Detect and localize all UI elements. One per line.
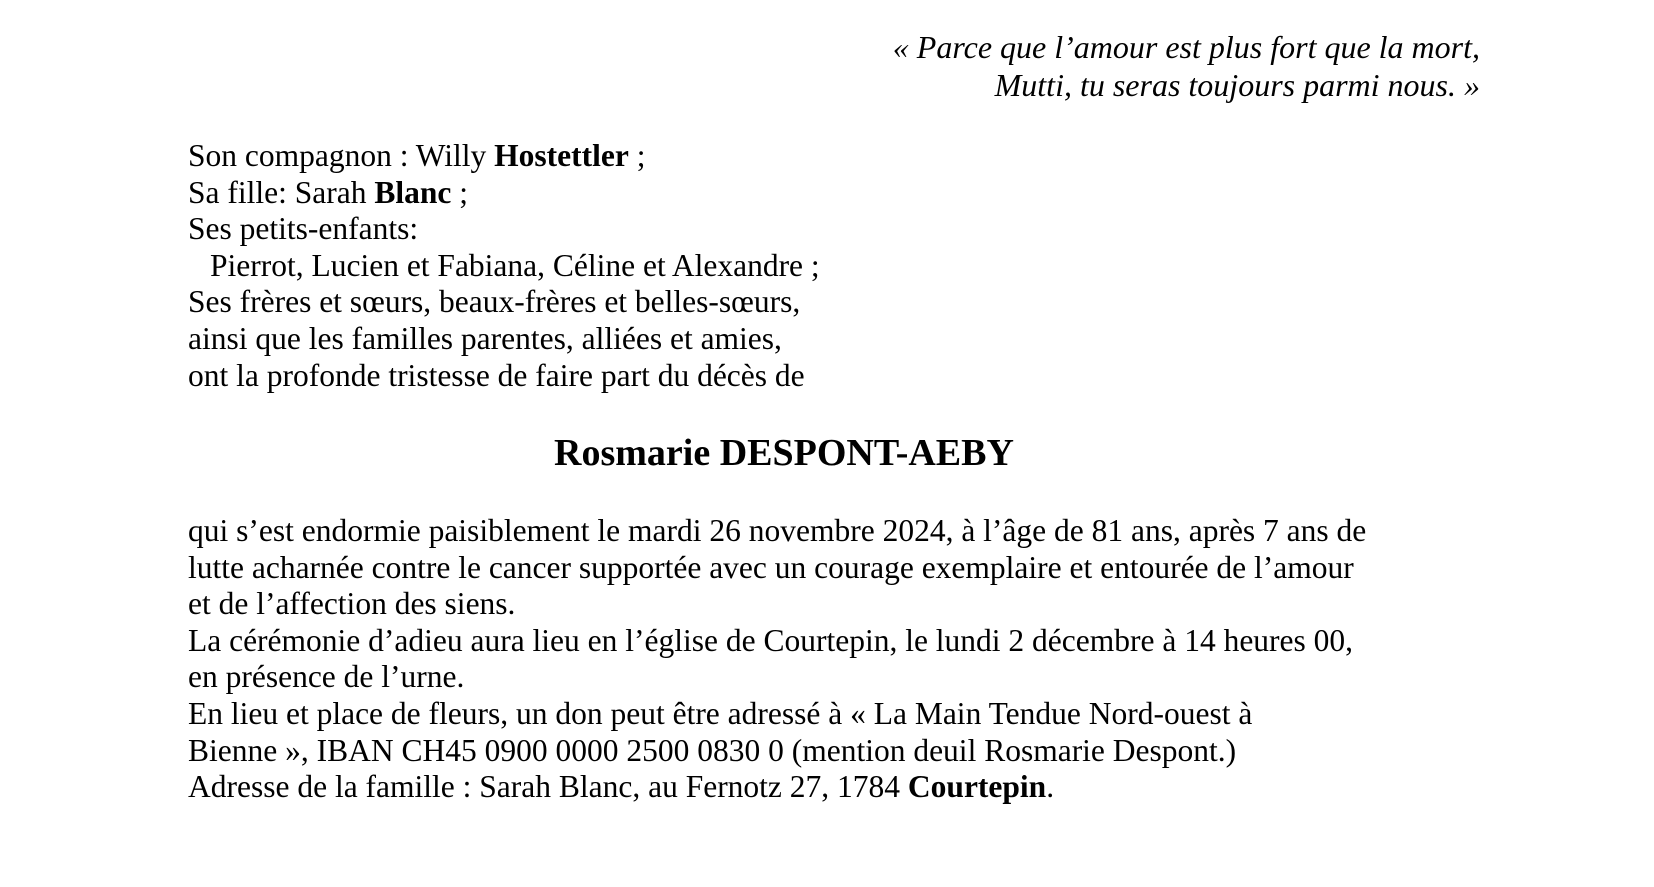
deceased-name-title: Rosmarie DESPONT-AEBY (554, 432, 1014, 474)
text-line (188, 659, 1366, 696)
family-relations-block (188, 138, 820, 394)
text-line (188, 284, 820, 321)
text-segment: Sa fille: Sarah (188, 174, 375, 210)
text-line (188, 248, 820, 285)
emphasized-text: Blanc (374, 174, 452, 210)
text-line (188, 358, 820, 395)
text-segment: ; (451, 174, 468, 210)
text-segment: ont la profonde tristesse de faire part du décès de (188, 357, 805, 393)
text-segment: Son compagnon : Willy (188, 138, 495, 173)
text-line (188, 175, 820, 212)
text-line (188, 138, 820, 175)
emphasized-text: Courtepin (907, 769, 1047, 805)
text-segment: Ses petits-enfants: (188, 211, 419, 247)
text-segment: lutte acharnée contre le cancer supportée avec un courage exemplaire et entourée de l’amour (188, 549, 1354, 585)
text-line: Mutti, tu seras toujours parmi nous. » (994, 67, 1480, 103)
text-line (188, 321, 820, 358)
text-line: « Parce que l’amour est plus fort que la mort, (892, 29, 1480, 65)
text-line (188, 550, 1366, 587)
text-segment: qui s’est endormie paisiblement le mardi 26 novembre 2024, à l’âge de 81 ans, après 7 ans de (188, 513, 1367, 548)
text-segment: Bienne », IBAN CH45 0900 0000 2500 0830 0 (mention deuil Rosmarie Despont.) (188, 732, 1237, 768)
text-line (188, 513, 1366, 550)
text-segment: . (1046, 769, 1055, 805)
text-line (188, 586, 1366, 623)
text-segment: ; (628, 138, 646, 173)
text-segment: et de l’affection des siens. (188, 586, 516, 622)
text-segment: Adresse de la famille : Sarah Blanc, au Fernotz 27, 1784 (188, 769, 908, 805)
text-segment: ainsi que les familles parentes, alliées et amies, (188, 320, 782, 356)
memorial-quote (893, 28, 1480, 104)
emphasized-text: Hostettler (494, 138, 629, 173)
text-line (188, 733, 1366, 770)
text-segment: en présence de l’urne. (188, 659, 465, 695)
text-segment: Ses frères et sœurs, beaux-frères et belles-sœurs, (188, 284, 801, 320)
text-segment: En lieu et place de fleurs, un don peut être adressé à « La Main Tendue Nord-ouest à (188, 695, 1253, 731)
text-line (188, 211, 820, 248)
text-line (188, 769, 1366, 806)
announcement-body-block (188, 513, 1366, 806)
text-segment: Pierrot, Lucien et Fabiana, Céline et Alexandre ; (210, 247, 820, 283)
text-line (188, 696, 1366, 733)
text-segment: La cérémonie d’adieu aura lieu en l’église de Courtepin, le lundi 2 décembre à 14 heures 00, (188, 622, 1354, 658)
text-line (188, 623, 1366, 660)
